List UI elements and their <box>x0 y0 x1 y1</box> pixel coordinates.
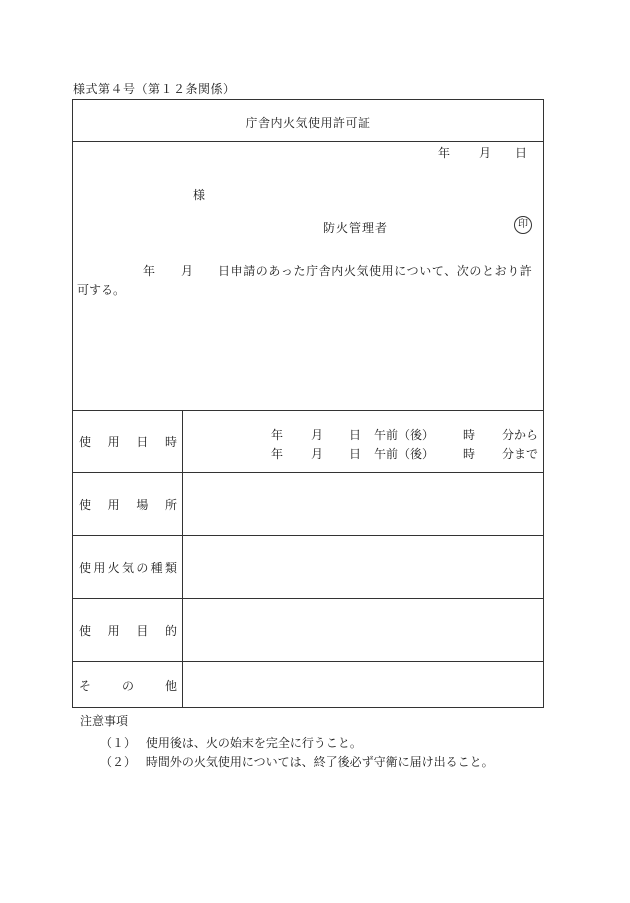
addressee-suffix: 様 <box>193 188 206 202</box>
usage-place-value[interactable] <box>183 473 543 535</box>
dt-year: 年 <box>271 447 284 461</box>
body-month: 月 <box>181 264 194 278</box>
dt-day: 日 <box>349 428 362 442</box>
dt-minute-from: 分から <box>502 428 539 442</box>
field-label-other: そ の 他 <box>79 678 177 693</box>
other-value[interactable] <box>183 662 543 708</box>
notes-heading: 注意事項 <box>80 714 129 728</box>
field-label-fire-type: 使用火気の種類 <box>79 560 177 575</box>
dt-ampm: 午前（後） <box>374 428 435 442</box>
issue-date-month: 月 <box>479 146 492 160</box>
dt-minute-to: 分まで <box>502 447 539 461</box>
form-title: 庁舎内火気使用許可証 <box>245 116 371 130</box>
dt-hour: 時 <box>463 428 476 442</box>
usage-datetime-value <box>183 410 543 472</box>
note-item-2 <box>100 753 494 770</box>
dt-hour: 時 <box>463 447 476 461</box>
field-label-usage-place: 使 用 場 所 <box>79 497 177 512</box>
body-line1: 日申請のあった庁舎内火気使用について、次のとおり許 <box>218 264 533 278</box>
dt-day: 日 <box>349 447 362 461</box>
dt-month: 月 <box>311 428 324 442</box>
seal-mark: 印 <box>514 216 532 234</box>
body-year: 年 <box>143 264 156 278</box>
dt-year: 年 <box>271 428 284 442</box>
issuer-title: 防火管理者 <box>323 221 389 235</box>
divider <box>73 141 543 142</box>
fire-type-value[interactable] <box>183 536 543 598</box>
dt-ampm: 午前（後） <box>374 447 435 461</box>
note-number: （１） <box>100 736 137 750</box>
issue-date-year: 年 <box>438 146 451 160</box>
body-line2: 可する。 <box>77 283 126 297</box>
field-label-usage-datetime: 使 用 日 時 <box>79 434 177 449</box>
permit-form <box>72 99 544 708</box>
usage-purpose-value[interactable] <box>183 599 543 661</box>
issue-date-day: 日 <box>515 146 528 160</box>
datetime-row-from <box>183 426 543 442</box>
datetime-row-to <box>183 445 543 461</box>
form-number-label: 様式第４号（第１２条関係） <box>73 82 236 96</box>
note-text: 使用後は、火の始末を完全に行うこと。 <box>145 736 362 750</box>
note-text: 時間外の火気使用については、終了後必ず守衛に届け出ること。 <box>145 755 494 769</box>
note-number: （２） <box>100 755 137 769</box>
field-label-usage-purpose: 使 用 目 的 <box>79 623 177 638</box>
note-item-1 <box>100 734 362 751</box>
dt-month: 月 <box>311 447 324 461</box>
